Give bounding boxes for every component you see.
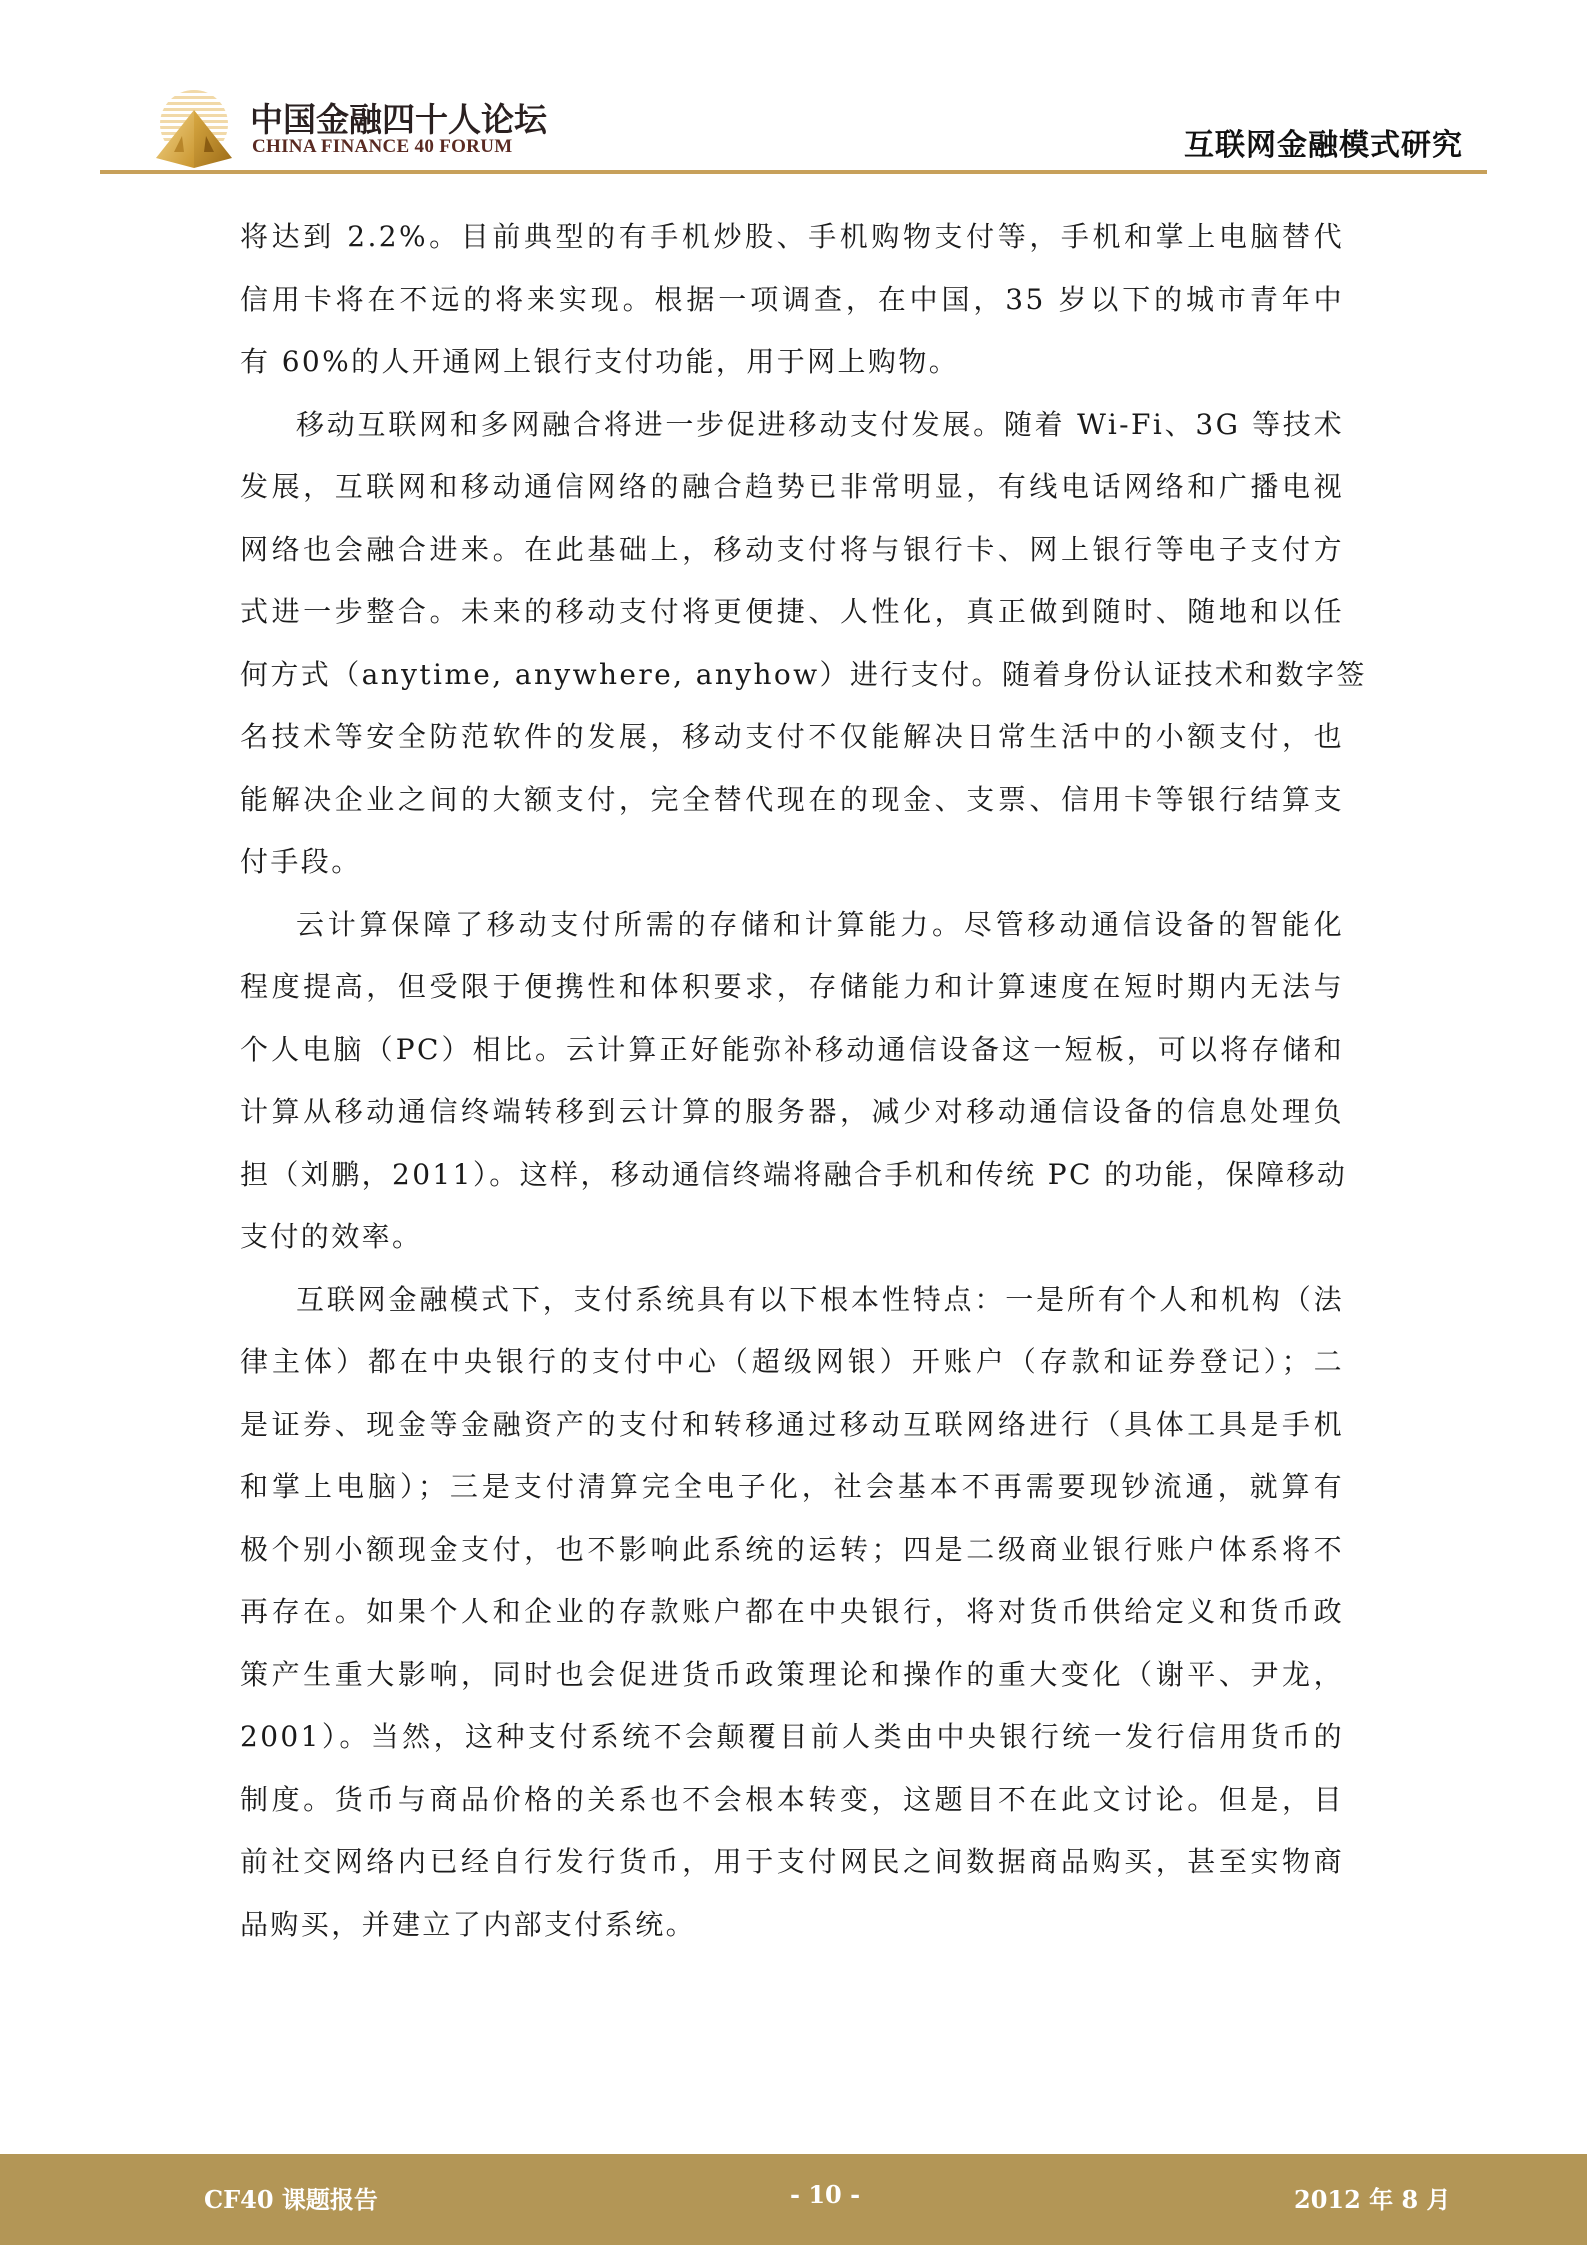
text-line: 支付的效率。 bbox=[240, 1220, 423, 1253]
text-line: 移动互联网和多网融合将进一步促进移动支付发展。随着 Wi-Fi、3G 等技术 bbox=[296, 407, 1344, 441]
text-line: 个人电脑（PC）相比。云计算正好能弥补移动通信设备这一短板，可以将存储和 bbox=[240, 1032, 1344, 1066]
text-line: 品购买，并建立了内部支付系统。 bbox=[240, 1907, 697, 1941]
text-line: 付手段。 bbox=[240, 845, 362, 878]
pyramid-sun-logo-icon bbox=[152, 86, 236, 170]
text-line: 策产生重大影响，同时也会促进货币政策理论和操作的重大变化（谢平、尹龙， bbox=[240, 1657, 1344, 1691]
paragraph bbox=[240, 394, 1367, 894]
document-title: 互联网金融模式研究 bbox=[1184, 128, 1463, 163]
text-line: 网络也会融合进来。在此基础上，移动支付将与银行卡、网上银行等电子支付方 bbox=[240, 532, 1344, 566]
paragraph bbox=[240, 1269, 1344, 1957]
text-line: 何方式（anytime, anywhere, anyhow）进行支付。随着身份认证技术和数字签 bbox=[240, 657, 1367, 691]
text-line: 和掌上电脑）；三是支付清算完全电子化，社会基本不再需要现钞流通，就算有 bbox=[240, 1470, 1344, 1503]
text-line: 有 60%的人开通网上银行支付功能，用于网上购物。 bbox=[240, 345, 960, 378]
text-line: 式进一步整合。未来的移动支付将更便捷、人性化，真正做到随时、随地和以任 bbox=[240, 595, 1344, 628]
text-line: 云计算保障了移动支付所需的存储和计算能力。尽管移动通信设备的智能化 bbox=[296, 907, 1344, 941]
body-text bbox=[240, 206, 1367, 1956]
footer-report-label: CF40 课题报告 bbox=[204, 2185, 378, 2214]
footer-date: 2012 年 8 月 bbox=[1294, 2185, 1451, 2214]
text-line: 极个别小额现金支付，也不影响此系统的运转；四是二级商业银行账户体系将不 bbox=[240, 1532, 1344, 1566]
logo-english-name: CHINA FINANCE 40 FORUM bbox=[252, 136, 513, 157]
paragraph bbox=[240, 894, 1348, 1269]
text-line: 名技术等安全防范软件的发展，移动支付不仅能解决日常生活中的小额支付，也 bbox=[240, 720, 1344, 753]
text-line: 将达到 2.2%。目前典型的有手机炒股、手机购物支付等，手机和掌上电脑替代 bbox=[240, 220, 1344, 253]
text-line: 程度提高，但受限于便携性和体积要求，存储能力和计算速度在短时期内无法与 bbox=[240, 970, 1344, 1003]
text-line: 再存在。如果个人和企业的存款账户都在中央银行，将对货币供给定义和货币政 bbox=[240, 1595, 1344, 1628]
text-line: 信用卡将在不远的将来实现。根据一项调查，在中国，35 岁以下的城市青年中 bbox=[240, 282, 1344, 316]
page-header bbox=[100, 80, 1487, 172]
text-line: 能解决企业之间的大额支付，完全替代现在的现金、支票、信用卡等银行结算支 bbox=[240, 782, 1344, 816]
logo-chinese-name: 中国金融四十人论坛 bbox=[250, 100, 547, 139]
text-line: 是证券、现金等金融资产的支付和转移通过移动互联网络进行（具体工具是手机 bbox=[240, 1407, 1344, 1441]
text-line: 律主体）都在中央银行的支付中心（超级网银）开账户（存款和证券登记）；二 bbox=[240, 1345, 1344, 1378]
text-line: 前社交网络内已经自行发行货币，用于支付网民之间数据商品购买，甚至实物商 bbox=[240, 1845, 1344, 1878]
text-line: 互联网金融模式下，支付系统具有以下根本性特点：一是所有个人和机构（法 bbox=[296, 1282, 1344, 1316]
text-line: 制度。货币与商品价格的关系也不会根本转变，这题目不在此文讨论。但是，目 bbox=[240, 1782, 1344, 1816]
paragraph bbox=[240, 206, 1344, 394]
header-divider bbox=[100, 170, 1487, 174]
text-line: 担（刘鹏，2011）。这样，移动通信终端将融合手机和传统 PC 的功能，保障移动 bbox=[240, 1157, 1348, 1191]
text-line: 2001）。当然，这种支付系统不会颠覆目前人类由中央银行统一发行信用货币的 bbox=[240, 1720, 1344, 1753]
page-number: - 10 - bbox=[790, 2180, 861, 2209]
page-footer bbox=[0, 2154, 1587, 2245]
text-line: 计算从移动通信终端转移到云计算的服务器，减少对移动通信设备的信息处理负 bbox=[240, 1095, 1344, 1128]
text-line: 发展，互联网和移动通信网络的融合趋势已非常明显，有线电话网络和广播电视 bbox=[240, 470, 1344, 503]
